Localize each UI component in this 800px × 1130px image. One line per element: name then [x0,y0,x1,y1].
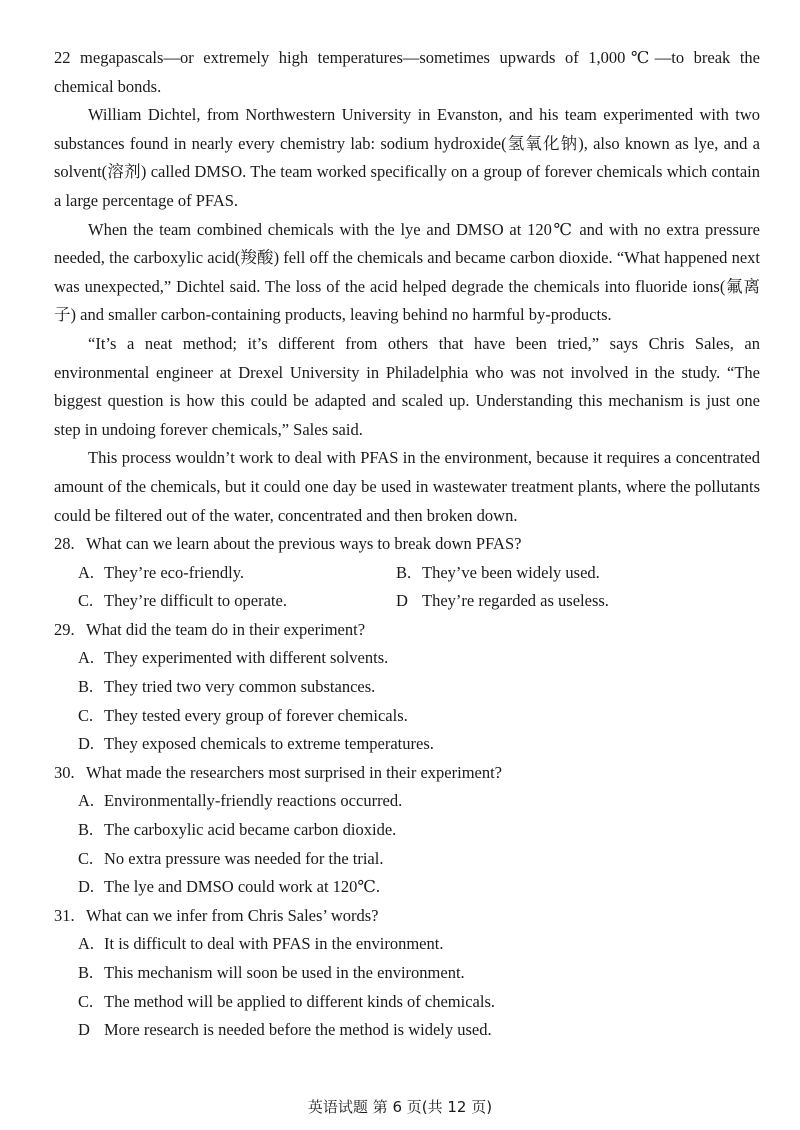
question-stem [54,759,760,788]
answer-option [78,730,760,759]
question-number: 31. [54,905,75,925]
option-letter: C. [78,991,94,1011]
option-letter: D. [78,734,95,754]
answer-option [78,673,760,702]
option-letter: D [396,591,408,611]
option-letter: D. [78,877,95,897]
option-letter: A. [78,648,95,668]
page-body [54,44,760,1045]
option-row [78,559,760,588]
question-list [54,530,760,1045]
question-item [54,759,760,902]
answer-option [78,787,760,816]
question-stem [54,530,760,559]
question-number: 28. [54,534,75,554]
question-item [54,616,760,759]
option-text: They exposed chemicals to extreme temperatures. [104,734,434,754]
question-item [54,530,760,616]
option-letter: C. [78,848,94,868]
option-text: Environmentally-friendly reactions occurred. [104,791,403,811]
question-number: 30. [54,762,75,782]
option-text: They tested every group of forever chemicals. [104,705,408,725]
question-text: What made the researchers most surprised in their experiment? [86,762,503,782]
answer-option [78,644,760,673]
answer-option [78,959,760,988]
answer-options [54,930,760,1044]
passage-paragraph: William Dichtel, from Northwestern University in Evanston, and his team experimented with two substances found in nearly every chemistry lab: sodium hydroxide(氢氧化钠), also known as lye, and a solvent(溶剂) called DMSO. The team worked specifically on a group of forever chemicals which contain a large percentage of PFAS. [54,105,760,210]
answer-option [78,702,760,731]
option-text: No extra pressure was needed for the trial. [104,848,384,868]
option-text: They’ve been widely used. [422,562,600,582]
answer-option [78,587,396,616]
answer-option [78,930,760,959]
answer-option [78,559,396,588]
option-text: The carboxylic acid became carbon dioxide. [104,820,397,840]
question-stem [54,616,760,645]
option-text: They’re eco-friendly. [104,562,245,582]
question-number: 29. [54,619,75,639]
option-text: They experimented with different solvents. [104,648,389,668]
answer-option [396,559,714,588]
option-letter: C. [78,591,94,611]
option-letter: B. [78,677,94,697]
option-text: They’re difficult to operate. [104,591,287,611]
option-text: They’re regarded as useless. [422,591,609,611]
option-text: It is difficult to deal with PFAS in the environment. [104,934,444,954]
option-letter: B. [78,820,94,840]
option-row [78,587,760,616]
option-letter: B. [78,963,94,982]
page-footer: 英语试题 第 6 页(共 12 页) [307,1098,493,1116]
passage-paragraph: 22 megapascals—or extremely high temperatures—sometimes upwards of 1,000℃—to break the chemical bonds. [54,48,760,96]
option-letter: A. [78,934,95,954]
answer-option [396,587,714,616]
option-letter: C. [78,705,94,725]
question-text: What can we learn about the previous ways to break down PFAS? [86,534,522,554]
option-text: This mechanism will soon be used in the environment. [104,963,465,982]
option-text: The method will be applied to different kinds of chemicals. [104,991,496,1011]
question-text: What can we infer from Chris Sales’ words? [86,905,379,925]
answer-options [54,787,760,901]
reading-passage [54,44,760,530]
answer-option [78,873,760,902]
option-letter: A. [78,791,95,811]
passage-paragraph: When the team combined chemicals with the lye and DMSO at 120℃ and with no extra pressure needed, the carboxylic acid(羧酸) fell off the chemicals and became carbon dioxide. “What happened next was unexpected,” Dichtel said. The loss of the acid helped degrade the chemicals into fluoride ions(氟离子) and smaller carbon-containing products, leaving behind no harmful by-products. [54,219,760,325]
option-text: The lye and DMSO could work at 120℃. [104,877,380,897]
option-letter: A. [78,562,95,582]
option-text: They tried two very common substances. [104,677,376,697]
answer-option [78,988,760,1017]
passage-paragraph: “It’s a neat method; it’s different from others that have been tried,” says Chris Sales, an environmental engineer at Drexel University in Philadelphia who was not involved in the study. “The biggest question is how this could be adapted and scaled up. Understanding this mechanism is just one step in undoing forever chemicals,” Sales said. [54,333,760,439]
answer-option [78,845,760,874]
option-letter: B. [396,562,412,582]
option-text: More research is needed before the method is widely used. [104,1020,492,1040]
question-item [54,902,760,1045]
answer-option [78,816,760,845]
option-letter: D [78,1020,90,1040]
question-stem [54,902,760,931]
answer-options [54,644,760,758]
passage-paragraph: This process wouldn’t work to deal with PFAS in the environment, because it requires a concentrated amount of the chemicals, but it could one day be used in wastewater treatment plants, where the pollutants could be filtered out of the water, concentrated and then broken down. [54,448,760,525]
question-text: What did the team do in their experiment? [86,619,366,639]
answer-options [54,559,760,616]
answer-option [78,1016,760,1045]
